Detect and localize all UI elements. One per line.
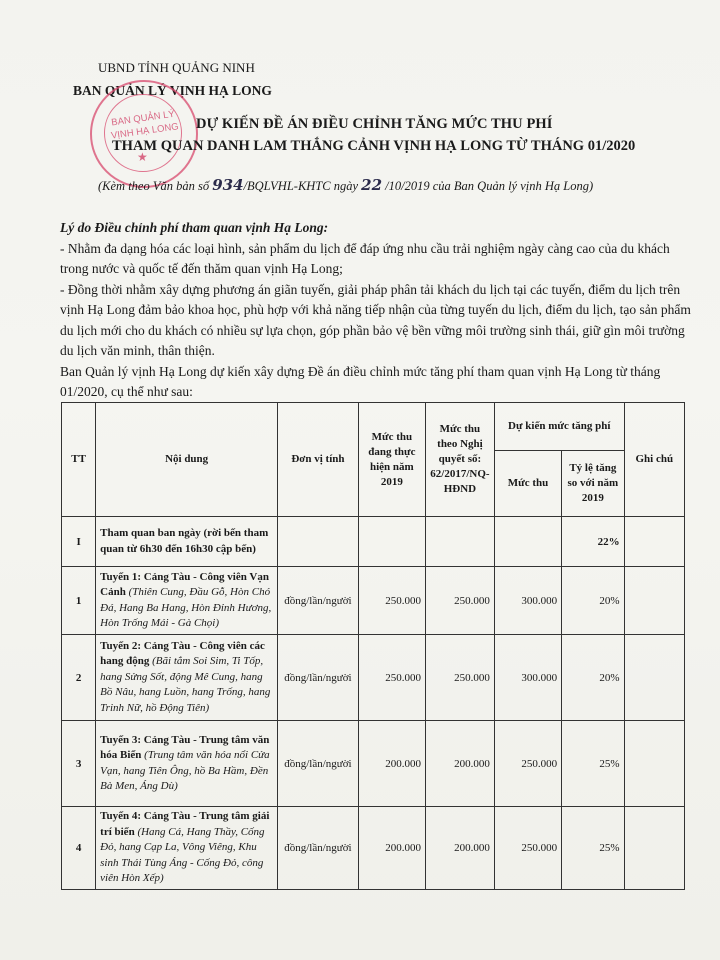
table-row [62,567,685,635]
table-row [62,721,685,807]
row-route: Tuyến 3: Cảng Tàu - Trung tâm văn hóa Biển [100,733,270,761]
header-resolution-fee: Mức thu theo Nghị quyết số: 62/2017/NQ-HĐND [425,403,494,517]
row-content [96,807,278,890]
row-route: Tuyến 1: Cảng Tàu - Công viên Vạn Cảnh [100,570,269,598]
row-route-detail: (Thiên Cung, Đầu Gỗ, Hòn Chó Đá, Hang Ba Hang, Hòn Đỉnh Hương, Hòn Trống Mái - Gà Chọi) [100,586,272,629]
stamp-text: BAN QUẢN LÝ VỊNH HẠ LONG [110,108,180,142]
group-unit-empty [278,517,359,567]
stamp-star-icon: ★ [137,150,148,164]
row-content [96,721,278,807]
row-content [96,567,278,635]
row-proposed: 250.000 [494,807,561,890]
table-group-row [62,517,685,567]
row-tt: 4 [62,807,96,890]
header-content: Nội dung [96,403,278,517]
reference-line [98,176,593,194]
row-route: Tuyến 2: Cảng Tàu - Công viên các hang động [100,639,265,668]
header-board: BAN QUẢN LÝ VỊNH HẠ LONG [73,83,272,98]
reason-heading: Lý do Điều chỉnh phí tham quan vịnh Hạ Long: [60,220,329,235]
group-rate: 22% [562,517,625,567]
row-current: 200.000 [358,721,425,807]
row-note-empty [624,635,684,721]
group-tt: I [62,517,96,567]
row-resolution: 200.000 [425,807,494,890]
header-note: Ghi chú [624,403,684,517]
row-unit: đồng/lần/người [278,721,359,807]
reference-prefix: (Kèm theo Văn bản số [98,179,210,193]
row-note-empty [624,807,684,890]
row-route-detail: (Bãi tắm Soi Sim, Ti Tốp, hang Sửng Sốt, động Mê Cung, hang Bồ Nâu, hang Luồn, hang Trống, hang Trinh Nữ, hồ Động Tiên) [100,655,271,714]
row-rate: 20% [562,567,625,635]
row-route-detail: (Hang Cá, Hang Thầy, Cống Đỏ, hang Cạp La, Vông Viêng, Khu sinh Thái Tùng Áng - Cống Đỏ, công viên Hòn Xếp) [100,825,265,884]
group-note-empty [624,517,684,567]
row-tt: 3 [62,721,96,807]
reference-day: 22 [361,176,383,194]
header-tt: TT [62,403,96,517]
document-title-line1: DỰ KIẾN ĐỀ ÁN ĐIỀU CHỈNH TĂNG MỨC THU PHÍ [196,116,553,132]
row-tt: 1 [62,567,96,635]
row-resolution: 250.000 [425,567,494,635]
table-row [62,807,685,890]
header-proposed-group: Dự kiến mức tăng phí [494,403,624,451]
header-unit: Đơn vị tính [278,403,359,517]
row-proposed: 300.000 [494,635,561,721]
row-content [96,635,278,721]
reference-suffix: /10/2019 của Ban Quản lý vịnh Hạ Long) [385,179,594,193]
reference-mid: /BQLVHL-KHTC ngày [243,179,359,193]
row-unit: đồng/lần/người [278,567,359,635]
header-proposed-fee: Mức thu [494,451,561,517]
row-current: 200.000 [358,807,425,890]
reference-doc-number: 934 [212,176,244,194]
header-increase-rate: Tỷ lệ tăng so với năm 2019 [562,451,625,517]
row-tt: 2 [62,635,96,721]
row-resolution: 250.000 [425,635,494,721]
row-note-empty [624,567,684,635]
document-title-line2: THAM QUAN DANH LAM THẮNG CẢNH VỊNH HẠ LONG TỪ THÁNG 01/2020 [112,138,636,154]
group-proposed-empty [494,517,561,567]
row-rate: 20% [562,635,625,721]
red-seal-stamp [90,80,198,188]
row-note-empty [624,721,684,807]
group-content: Tham quan ban ngày (rời bến tham quan từ 6h30 đến 16h30 cập bến) [96,517,278,567]
reason-bullet-2: - Đồng thời nhằm xây dựng phương án giãn tuyến, giải pháp phân tải khách du lịch tại các tuyến, điểm du lịch trên vịnh Hạ Long đảm bảo khoa học, phù hợp với khả năng tiếp nhận của từng tuyến du lịch, điểm du lịch, tạo sản phẩm du lịch mới cho du khách có nhiều sự lựa chọn, góp phần bảo vệ bền vững môi trường sinh thái, giữ gìn môi trường du lịch văn minh, thân thiện. [60,281,691,358]
reason-section [60,218,700,403]
row-rate: 25% [562,721,625,807]
group-resolution-empty [425,517,494,567]
row-rate: 25% [562,807,625,890]
row-unit: đồng/lần/người [278,635,359,721]
header-current-fee: Mức thu đang thực hiện năm 2019 [358,403,425,517]
fee-table [61,402,685,890]
row-route-detail: (Trung tâm văn hóa nổi Cửa Vạn, hang Tiên Ông, hồ Ba Hầm, Đền Bà Men, Áng Dù) [100,749,270,792]
header-organization: UBND TỈNH QUẢNG NINH [98,60,255,75]
row-proposed: 250.000 [494,721,561,807]
group-current-empty [358,517,425,567]
reason-bullet-1: - Nhằm đa dạng hóa các loại hình, sản phẩm du lịch để đáp ứng nhu cầu trải nghiệm ngày càng cao của du khách trong nước và quốc tế đến thăm quan vịnh Hạ Long; [60,240,670,276]
row-route: Tuyến 4: Cảng Tàu - Trung tâm giải trí biển [100,810,270,838]
row-proposed: 300.000 [494,567,561,635]
row-current: 250.000 [358,635,425,721]
row-current: 250.000 [358,567,425,635]
row-resolution: 200.000 [425,721,494,807]
reason-closing: Ban Quản lý vịnh Hạ Long dự kiến xây dựng Đề án điều chỉnh mức tăng phí tham quan vịnh Hạ Long từ tháng 01/2020, cụ thể như sau: [60,363,661,399]
table-row [62,635,685,721]
row-unit: đồng/lần/người [278,807,359,890]
